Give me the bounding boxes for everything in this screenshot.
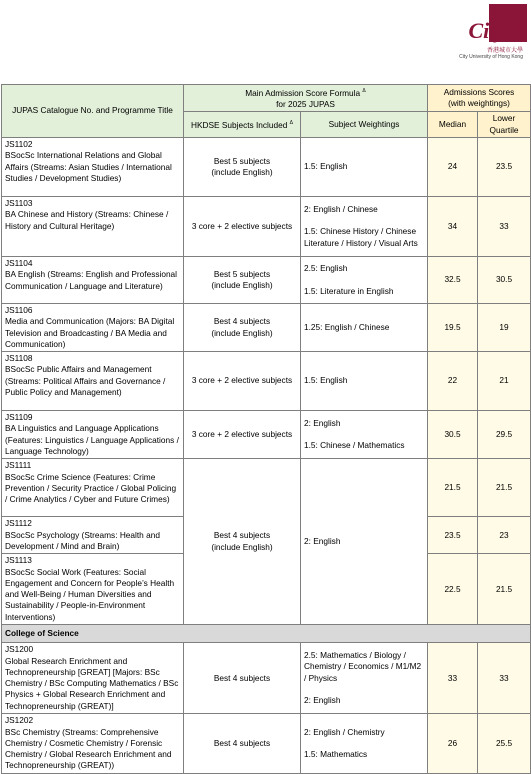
lower-quartile-cell: 21.5 [478, 459, 531, 517]
programme-cell: JS1200 Global Research Enrichment and Technopreneurship [GREAT] [Majors: BSc Chemistry / BSc Computing Mathematics / BSc Physics + Global Research Enrichment and Technopreneurship (GREAT)] [2, 643, 184, 714]
median-cell: 26 [428, 714, 478, 773]
median-cell: 24 [428, 137, 478, 196]
subjects-cell: Best 4 subjects (include English) [184, 303, 301, 351]
lower-quartile-cell: 33 [478, 196, 531, 256]
programme-cell: JS1102 BSocSc International Relations and Global Affairs (Streams: Asian Studies / International Studies / Development Studies) [2, 137, 184, 196]
median-cell: 32.5 [428, 256, 478, 303]
subjects-cell: Best 4 subjects [184, 643, 301, 714]
cityu-logo [435, 4, 527, 64]
programme-cell: JS1113 BSocSc Social Work (Features: Social Engagement and Concern for People’s Health and Well-Being / Human Diversities and Sustainability / People-in-Environment Interventions) [2, 554, 184, 625]
median-cell: 30.5 [428, 411, 478, 459]
weightings-cell: 2.5: English 1.5: Literature in English [301, 256, 428, 303]
table-row [2, 411, 531, 459]
formula-header: Main Admission Score Formula $^\Delta$ for 2025 JUPAS [184, 85, 428, 112]
programme-cell: JS1112 BSocSc Psychology (Streams: Health and Development / Mind and Brain) [2, 517, 184, 554]
programme-cell: JS1109 BA Linguistics and Language Applications (Features: Linguistics / Language Applications / Language Technology) [2, 411, 184, 459]
college-row [2, 625, 531, 643]
subjects-cell: Best 5 subjects (include English) [184, 137, 301, 196]
catalogue-header: JUPAS Catalogue No. and Programme Title [2, 85, 184, 138]
weightings-cell: 2: English / Chinese 1.5: Chinese History / Chinese Literature / History / Visual Arts [301, 196, 428, 256]
lower-quartile-header: Lower Quartile [478, 112, 531, 138]
table-row [2, 256, 531, 303]
programme-cell: JS1108 BSocSc Public Affairs and Management (Streams: Political Affairs and Governance / Public Policy and Management) [2, 352, 184, 411]
programme-cell: JS1202 BSc Chemistry (Streams: Comprehensive Chemistry / Cosmetic Chemistry / Forensic Chemistry / Global Research Enrichment and Technopreneurship (GREAT)) [2, 714, 184, 773]
median-cell: 34 [428, 196, 478, 256]
table-row [2, 459, 531, 517]
lower-quartile-cell: 25.5 [478, 714, 531, 773]
table-row [2, 643, 531, 714]
college-label: College of Science [2, 625, 531, 643]
table-row [2, 352, 531, 411]
subjects-cell: Best 4 subjects (include English) [184, 459, 301, 625]
programme-cell: JS1104 BA English (Streams: English and Professional Communication / Language and Literature) [2, 256, 184, 303]
table-row [2, 303, 531, 351]
scores-header: Admissions Scores (with weightings) [428, 85, 531, 112]
weightings-cell: 1.5: English [301, 352, 428, 411]
weightings-cell: 2.5: Mathematics / Biology / Chemistry / Economics / M1/M2 / Physics 2: English [301, 643, 428, 714]
median-cell: 22.5 [428, 554, 478, 625]
lower-quartile-cell: 19 [478, 303, 531, 351]
weightings-cell: 2: English [301, 459, 428, 625]
median-cell: 23.5 [428, 517, 478, 554]
admission-scores-table [1, 84, 531, 774]
median-header: Median [428, 112, 478, 138]
weightings-cell: 2: English 1.5: Chinese / Mathematics [301, 411, 428, 459]
lower-quartile-cell: 21.5 [478, 554, 531, 625]
table-row [2, 714, 531, 773]
weightings-cell: 1.5: English [301, 137, 428, 196]
subjects-cell: 3 core + 2 elective subjects [184, 411, 301, 459]
table-row [2, 196, 531, 256]
subjects-header: HKDSE Subjects Included $^\Delta$ [184, 112, 301, 138]
subjects-cell: Best 4 subjects [184, 714, 301, 773]
logo-english-name: City University of Hong Kong [459, 54, 523, 60]
lower-quartile-cell: 30.5 [478, 256, 531, 303]
subjects-cell: 3 core + 2 elective subjects [184, 196, 301, 256]
lower-quartile-cell: 29.5 [478, 411, 531, 459]
subjects-cell: 3 core + 2 elective subjects [184, 352, 301, 411]
logo-wordmark: CityU [468, 18, 521, 43]
logo-chinese-name: 香港城市大學 [486, 48, 523, 54]
delta-mark: Δ [362, 88, 366, 94]
lower-quartile-cell: 33 [478, 643, 531, 714]
programme-cell: JS1111 BSocSc Crime Science (Features: Crime Prevention / Security Practice / Global Policing / Crime Analytics / Cyber and Future Crimes) [2, 459, 184, 517]
lower-quartile-cell: 23.5 [478, 137, 531, 196]
programme-cell: JS1103 BA Chinese and History (Streams: Chinese / History and Cultural Heritage) [2, 196, 184, 256]
table-row [2, 137, 531, 196]
median-cell: 22 [428, 352, 478, 411]
median-cell: 33 [428, 643, 478, 714]
median-cell: 21.5 [428, 459, 478, 517]
weightings-cell: 2: English / Chemistry 1.5: Mathematics [301, 714, 428, 773]
lower-quartile-cell: 23 [478, 517, 531, 554]
subjects-cell: Best 5 subjects (include English) [184, 256, 301, 303]
programme-cell: JS1106 Media and Communication (Majors: BA Digital Television and Broadcasting / BA Media and Communication) [2, 303, 184, 351]
weightings-header: Subject Weightings [301, 112, 428, 138]
median-cell: 19.5 [428, 303, 478, 351]
weightings-cell: 1.25: English / Chinese [301, 303, 428, 351]
lower-quartile-cell: 21 [478, 352, 531, 411]
